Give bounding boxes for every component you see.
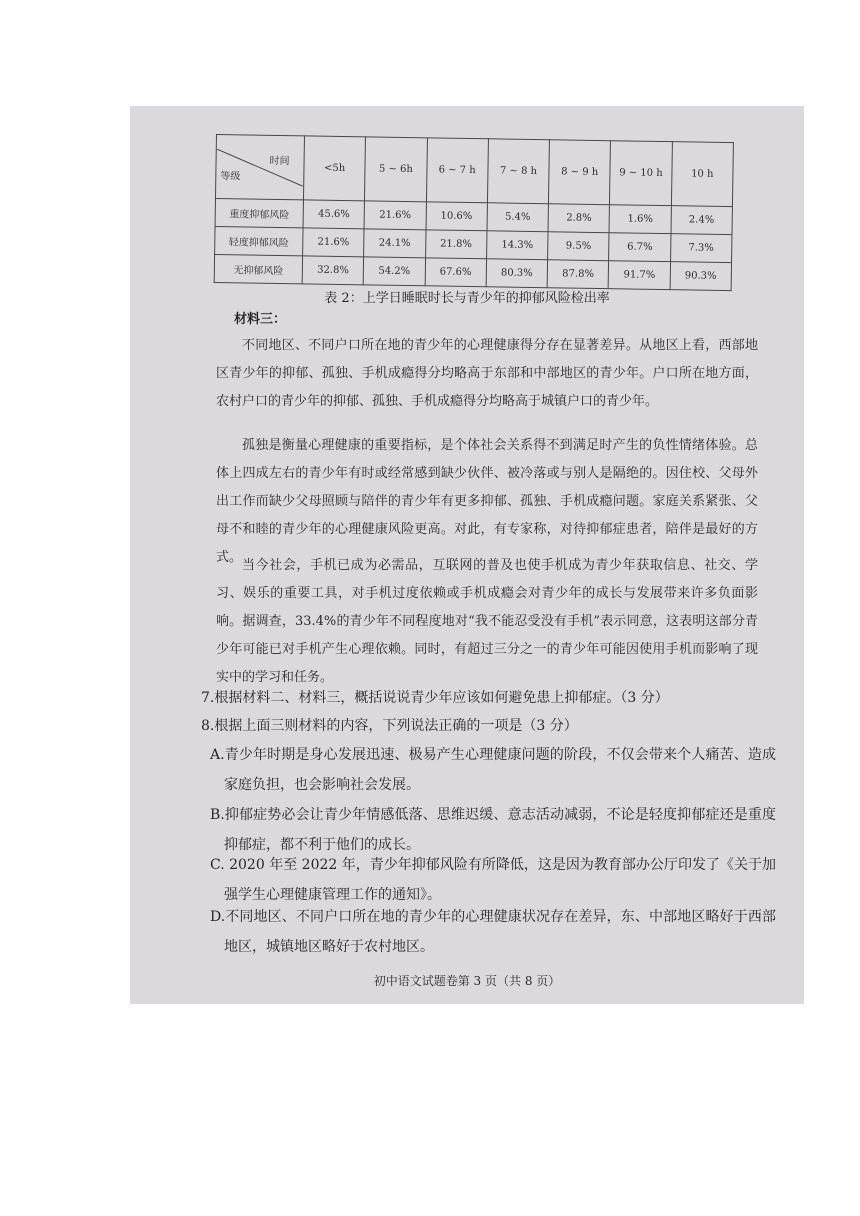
- table-cell: 54.2%: [363, 257, 425, 286]
- table-cell: 7.3%: [670, 234, 732, 263]
- table-corner-cell: [215, 135, 304, 201]
- table-cell: 2.4%: [671, 206, 733, 235]
- table-cell: 80.3%: [486, 259, 548, 288]
- table-cell: 24.1%: [364, 229, 426, 258]
- material-three-heading: 材料三：: [234, 312, 287, 327]
- col-header: 7 ~ 8 h: [487, 139, 549, 204]
- row-label: 轻度抑郁风险: [215, 227, 303, 256]
- col-header: 9 ~ 10 h: [610, 141, 672, 206]
- table-cell: 21.8%: [425, 230, 487, 259]
- question-7: 7.根据材料二、材料三，概括说说青少年应该如何避免患上抑郁症。（3 分）: [201, 690, 669, 706]
- option-c: C. 2020 年至 2022 年，青少年抑郁风险有所降低，这是因为教育部办公厅印发了《关于加强学生心理健康管理工作的通知》。: [210, 857, 776, 903]
- sleep-depression-table: [214, 134, 734, 291]
- col-header: <5h: [303, 136, 365, 201]
- table-cell: 14.3%: [486, 231, 548, 260]
- table-cell: 45.6%: [303, 200, 365, 229]
- option-a: A.青少年时期是身心发展迅速、极易产生心理健康问题的阶段，不仅会带来个人痛苦、造成家庭负担，也会影响社会发展。: [210, 747, 776, 793]
- table-cell: 9.5%: [548, 232, 610, 261]
- table-cell: 10.6%: [426, 202, 488, 231]
- table-cell: 6.7%: [609, 233, 671, 262]
- col-header: 8 ~ 9 h: [549, 140, 611, 205]
- table-cell: 87.8%: [547, 260, 609, 289]
- table-cell: 21.6%: [364, 201, 426, 230]
- table-cell: 32.8%: [302, 256, 364, 285]
- row-label: 重度抑郁风险: [215, 199, 303, 228]
- table-cell: 2.8%: [548, 204, 610, 233]
- table-caption: 表 2：上学日睡眠时长与青少年的抑郁风险检出率: [324, 291, 610, 306]
- table-cell: 67.6%: [425, 258, 487, 287]
- option-b: B.抑郁症势必会让青少年情感低落、思维迟缓、意志活动减弱，不论是轻度抑郁症还是重度抑郁症，都不利于他们的成长。: [210, 807, 776, 853]
- table-cell: 90.3%: [670, 262, 732, 291]
- question-8: 8.根据上面三则材料的内容，下列说法正确的一项是（3 分）: [201, 718, 578, 734]
- row-label: 无抑郁风险: [214, 255, 302, 284]
- corner-time-label: 时间: [269, 155, 290, 167]
- option-d: D.不同地区、不同户口所在地的青少年的心理健康状况存在差异，东、中部地区略好于西部地区，城镇地区略好于农村地区。: [210, 909, 776, 955]
- table-cell: 1.6%: [609, 205, 671, 234]
- exam-page-photo: [130, 106, 804, 1004]
- table-header-row: [215, 135, 733, 208]
- material-paragraph: 不同地区、不同户口所在地的青少年的心理健康得分存在显著差异。从地区上看，西部地区青少年的抑郁、孤独、手机成瘾得分均略高于东部和中部地区的青少年。户口所在地方面，农村户口的青少年的抑郁、孤独、手机成瘾得分均略高于城镇户口的青少年。: [216, 338, 758, 409]
- table-cell: 5.4%: [487, 203, 549, 232]
- table-cell: 91.7%: [609, 261, 671, 290]
- col-header: 6 ~ 7 h: [426, 138, 488, 203]
- col-header: 5 ~ 6h: [365, 137, 427, 202]
- table-cell: 21.6%: [303, 228, 365, 257]
- page-footer: 初中语文试题卷第 3 页（共 8 页）: [373, 974, 561, 988]
- material-paragraph: 当今社会，手机已成为必需品，互联网的普及也使手机成为青少年获取信息、社交、学习、娱乐的重要工具，对手机过度依赖或手机成瘾会对青少年的成长与发展带来许多负面影响。据调查，33.4%的青少年不同程度地对“我不能忍受没有手机”表示同意，这表明这部分青少年可能已对手机产生心理依赖。同时，有超过三分之一的青少年可能因使用手机而影响了现实中的学习和任务。: [216, 558, 758, 685]
- col-header: 10 h: [671, 142, 733, 207]
- corner-level-label: 等级: [220, 170, 241, 183]
- material-paragraph: 孤独是衡量心理健康的重要指标，是个体社会关系得不到满足时产生的负性情绪体验。总体上四成左右的青少年有时或经常感到缺少伙伴、被冷落或与别人是隔绝的。因住校、父母外出工作而缺少父母照顾与陪伴的青少年有更多抑郁、孤独、手机成瘾问题。家庭关系紧张、父母不和睦的青少年的心理健康风险更高。对此，有专家称，对待抑郁症患者，陪伴是最好的方式。: [216, 438, 758, 565]
